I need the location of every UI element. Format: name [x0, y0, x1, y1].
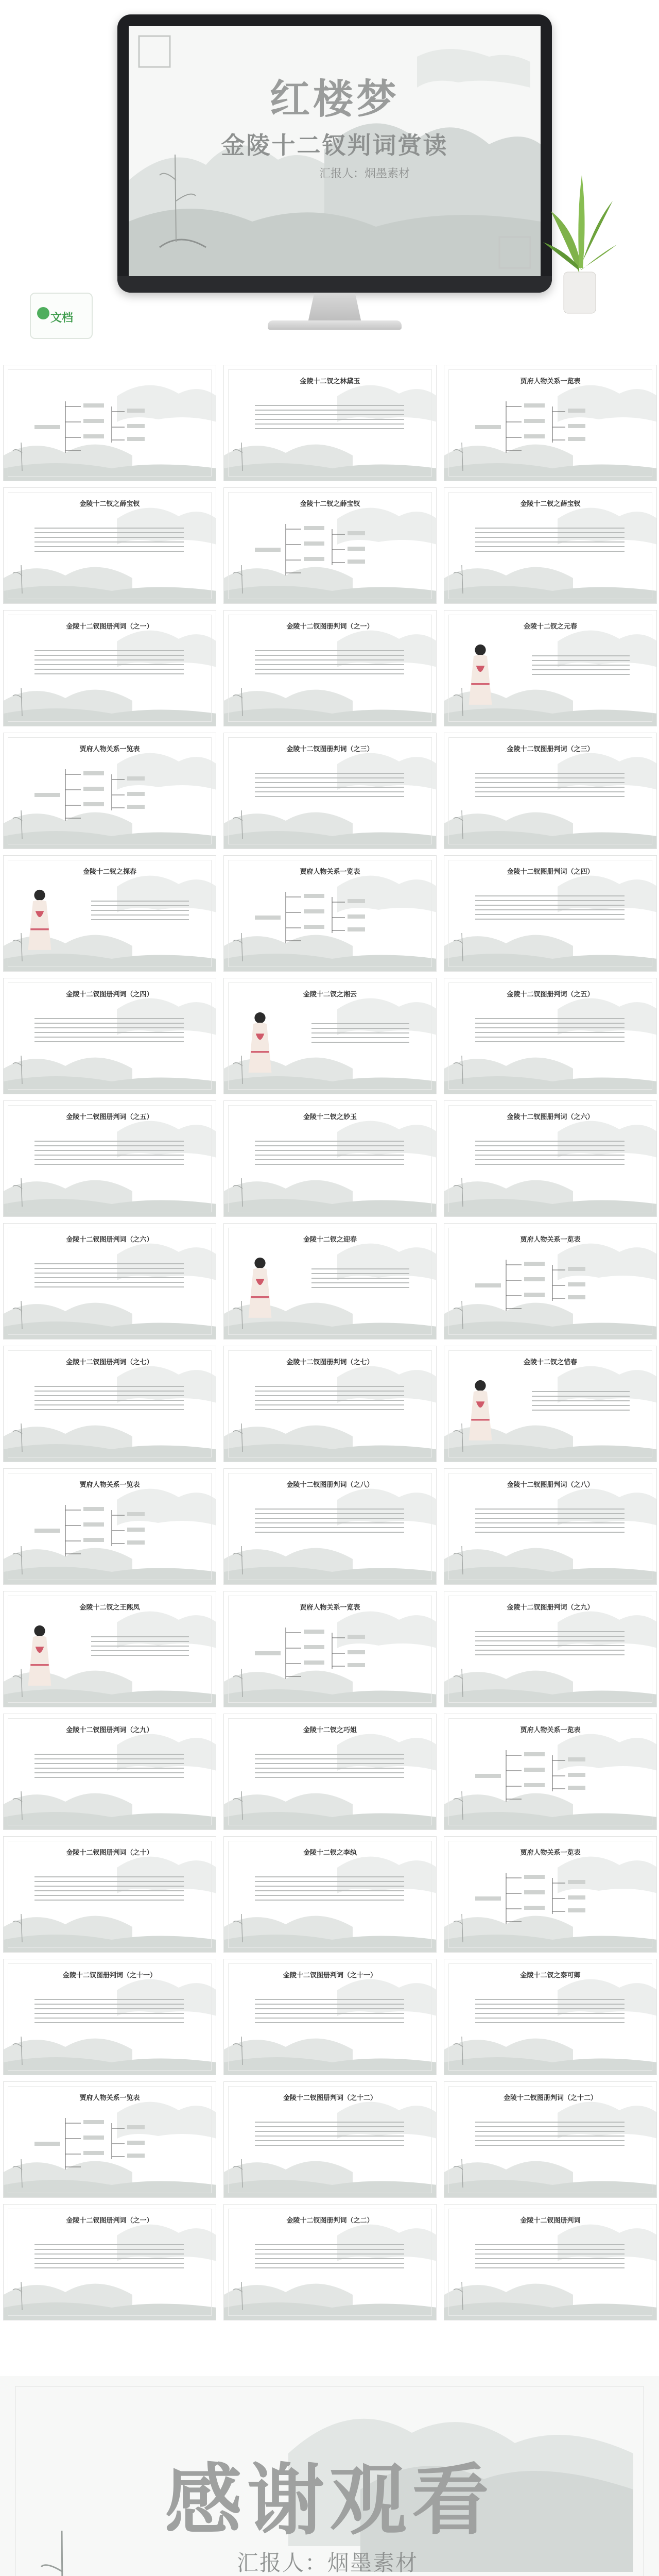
slide-title: 金陵十二钗图册判词（之十二） [503, 2094, 597, 2102]
relationship-tree-graphic [224, 1591, 437, 1707]
relationship-tree-graphic [224, 488, 437, 604]
monitor-mockup [117, 14, 552, 293]
slide-title: 贾府人物关系一览表 [520, 1726, 581, 1734]
slide-title: 金陵十二钗之薛宝钗 [79, 500, 140, 508]
slide-thumbnail[interactable] [3, 1836, 216, 1953]
slide-title: 金陵十二钗图册判词（之四） [66, 991, 153, 998]
slide-thumbnail[interactable] [3, 1468, 216, 1585]
slide-text-block [255, 1505, 404, 1536]
slide-thumbnail[interactable] [444, 365, 657, 481]
slide-thumbnail[interactable] [223, 1100, 437, 1217]
slide-text-block [311, 1020, 409, 1046]
slide-thumbnail[interactable] [223, 855, 437, 972]
slide-text-block [34, 1750, 184, 1782]
slide-text-block [475, 2241, 625, 2272]
slide-title: 金陵十二钗之薛宝钗 [300, 500, 360, 508]
slide-thumbnail[interactable] [444, 1100, 657, 1217]
slide-thumbnail[interactable] [223, 1959, 437, 2075]
relationship-tree-graphic [4, 365, 216, 481]
slide-title: 金陵十二钗图册判词（之七） [66, 1359, 153, 1366]
slide-text-block [34, 1382, 184, 1414]
slide-title: 金陵十二钗之探春 [82, 868, 136, 876]
hero-section [0, 0, 659, 361]
slide-thumbnail[interactable] [3, 2081, 216, 2198]
slide-title: 贾府人物关系一览表 [520, 1849, 581, 1857]
slide-text-block [255, 1995, 404, 2027]
slide-thumbnail[interactable] [3, 855, 216, 972]
slide-thumbnail[interactable] [444, 487, 657, 604]
slide-title: 金陵十二钗之薛宝钗 [520, 500, 581, 508]
slide-text-block [475, 769, 625, 801]
slide-title: 金陵十二钗图册判词（之三） [507, 745, 594, 753]
relationship-tree-graphic [444, 1714, 657, 1830]
slide-thumbnail[interactable] [223, 1468, 437, 1585]
slide-title: 金陵十二钗图册判词（之五） [66, 1113, 153, 1121]
slide-thumbnail[interactable] [444, 733, 657, 849]
lady-figure-icon [245, 1255, 275, 1321]
slide-title: 金陵十二钗图册判词（之九） [66, 1726, 153, 1734]
slide-title: 金陵十二钗之惜春 [523, 1359, 577, 1366]
slide-thumbnail[interactable] [3, 610, 216, 726]
slide-title: 金陵十二钗之林黛玉 [300, 378, 360, 385]
slide-thumbnail[interactable] [223, 733, 437, 849]
slide-thumbnail[interactable] [3, 1346, 216, 1462]
slide-thumbnail[interactable] [223, 1223, 437, 1340]
slide-thumbnail[interactable] [3, 1591, 216, 1707]
slide-text-block [255, 1137, 404, 1168]
slide-thumbnail[interactable] [223, 365, 437, 481]
slide-text-block [91, 1633, 189, 1659]
slide-thumbnail[interactable] [3, 487, 216, 604]
relationship-tree-graphic [4, 733, 216, 849]
lady-figure-icon [24, 887, 55, 954]
lady-figure-icon [24, 1622, 55, 1689]
slide-title: 金陵十二钗图册判词（之六） [66, 1236, 153, 1244]
slide-title: 金陵十二钗图册判词 [520, 2217, 581, 2225]
slide-title: 金陵十二钗之妙玉 [303, 1113, 357, 1121]
slide-thumbnail[interactable] [223, 487, 437, 604]
slide-text-block [34, 524, 184, 555]
slide-text-block [255, 2241, 404, 2272]
logo-text: 文档 [50, 312, 74, 325]
slide-text-block [34, 1873, 184, 1904]
slide-thumbnail[interactable] [444, 1836, 657, 1953]
monitor-chin [117, 276, 552, 293]
hero-title: 红楼梦 [269, 76, 400, 123]
slide-title: 贾府人物关系一览表 [520, 1236, 581, 1244]
slide-title: 金陵十二钗之王熙凤 [79, 1604, 140, 1612]
slide-title: 金陵十二钗图册判词（之三） [286, 745, 374, 753]
wenku-logo [30, 293, 93, 339]
slide-thumbnail[interactable] [444, 2081, 657, 2198]
relationship-tree-graphic [4, 1469, 216, 1585]
slide-thumbnail[interactable] [444, 1591, 657, 1707]
slide-title: 贾府人物关系一览表 [300, 1604, 360, 1612]
slide-thumbnail[interactable] [444, 978, 657, 1094]
slide-text-block [34, 1014, 184, 1046]
lady-figure-icon [465, 1377, 496, 1444]
slide-thumbnail[interactable] [223, 610, 437, 726]
relationship-tree-graphic [444, 365, 657, 481]
slide-title: 金陵十二钗图册判词（之八） [286, 1481, 374, 1489]
slide-thumbnail[interactable] [223, 1591, 437, 1707]
hero-reporter: 汇报人：烟墨素材 [319, 167, 410, 180]
slide-text-block [475, 1628, 625, 1659]
slide-thumbnail[interactable] [444, 855, 657, 972]
slide-title: 金陵十二钗之巧姐 [303, 1726, 357, 1734]
slide-text-block [532, 1387, 630, 1414]
slide-title: 金陵十二钗之元春 [523, 623, 577, 631]
slide-thumbnail[interactable] [223, 2204, 437, 2320]
slide-text-block [255, 1382, 404, 1414]
slide-text-block [475, 1995, 625, 2027]
outro-reporter: 汇报人：烟墨素材 [237, 2550, 419, 2575]
slide-title: 贾府人物关系一览表 [300, 868, 360, 876]
slide-thumbnail[interactable] [444, 2204, 657, 2320]
slide-text-block [34, 1137, 184, 1168]
outro-title: 感谢观看 [164, 2456, 494, 2546]
slide-text-block [255, 1750, 404, 1782]
monitor-base [268, 320, 402, 330]
slide-text-block [475, 892, 625, 923]
slide-text-block [34, 2241, 184, 2272]
slide-title: 金陵十二钗图册判词（之十一） [283, 1972, 377, 1979]
slide-title: 贾府人物关系一览表 [79, 2094, 140, 2102]
slide-text-block [255, 2118, 404, 2149]
slide-text-block [34, 1260, 184, 1291]
slide-title: 金陵十二钗图册判词（之二） [286, 2217, 374, 2225]
slide-text-block [255, 769, 404, 801]
slide-title: 金陵十二钗图册判词（之一） [66, 2217, 153, 2225]
hero-subtitle: 金陵十二钗判词赏读 [221, 131, 448, 159]
relationship-tree-graphic [444, 1224, 657, 1340]
slide-text-block [532, 652, 630, 679]
slide-title: 金陵十二钗图册判词（之一） [286, 623, 374, 631]
outro-section [0, 2376, 659, 2576]
slide-title: 金陵十二钗图册判词（之四） [507, 868, 594, 876]
slide-title: 贾府人物关系一览表 [79, 745, 140, 753]
slide-thumbnail[interactable] [444, 1468, 657, 1585]
slide-thumbnail[interactable] [444, 1346, 657, 1462]
slide-thumbnail[interactable] [444, 610, 657, 726]
slide-text-block [34, 647, 184, 678]
slide-thumbnail[interactable] [3, 1100, 216, 1217]
slide-title: 金陵十二钗之李纨 [303, 1849, 357, 1857]
slide-text-block [475, 1014, 625, 1046]
slide-text-block [475, 1505, 625, 1536]
slide-text-block [91, 897, 189, 924]
relationship-tree-graphic [444, 1837, 657, 1953]
slide-thumbnail[interactable] [223, 1346, 437, 1462]
slide-title: 金陵十二钗图册判词（之十） [66, 1849, 153, 1857]
slide-title: 金陵十二钗图册判词（之九） [507, 1604, 594, 1612]
slide-thumbnail[interactable] [3, 733, 216, 849]
lady-figure-icon [245, 1009, 275, 1076]
slide-thumbnail[interactable] [3, 1959, 216, 2075]
relationship-tree-graphic [4, 2082, 216, 2198]
slide-title: 金陵十二钗图册判词（之七） [286, 1359, 374, 1366]
slide-title: 贾府人物关系一览表 [520, 378, 581, 385]
monitor-stand [308, 293, 361, 323]
slide-text-block [255, 401, 404, 433]
slide-title: 贾府人物关系一览表 [79, 1481, 140, 1489]
slide-thumbnail[interactable] [3, 2204, 216, 2320]
slide-title: 金陵十二钗之秦可卿 [520, 1972, 581, 1979]
slide-title: 金陵十二钗图册判词（之五） [507, 991, 594, 998]
slide-text-block [475, 2118, 625, 2149]
title-slide-screen [129, 26, 541, 277]
slide-thumbnail[interactable] [223, 1714, 437, 1830]
relationship-tree-graphic [224, 856, 437, 972]
slide-thumbnail[interactable] [3, 365, 216, 481]
slide-thumbnail[interactable] [444, 1714, 657, 1830]
slide-thumbnail[interactable] [3, 978, 216, 1094]
leaf-icon [37, 307, 49, 319]
slide-thumbnail[interactable] [444, 1223, 657, 1340]
slide-text-block [475, 1137, 625, 1168]
slide-title: 金陵十二钗之湘云 [303, 991, 357, 998]
slide-title: 金陵十二钗图册判词（之一） [66, 623, 153, 631]
slide-thumbnail[interactable] [3, 1223, 216, 1340]
slide-title: 金陵十二钗图册判词（之六） [507, 1113, 594, 1121]
slide-text-block [475, 524, 625, 555]
slide-title: 金陵十二钗图册判词（之十二） [283, 2094, 377, 2102]
slide-text-block [255, 1873, 404, 1904]
lady-figure-icon [465, 641, 496, 708]
slide-thumbnail[interactable] [444, 1959, 657, 2075]
slide-title: 金陵十二钗图册判词（之八） [507, 1481, 594, 1489]
slide-text-block [255, 647, 404, 678]
slide-text-block [311, 1265, 409, 1292]
slide-title: 金陵十二钗之迎春 [303, 1236, 357, 1244]
slide-thumbnail[interactable] [223, 2081, 437, 2198]
slide-thumbnail[interactable] [223, 978, 437, 1094]
slide-title: 金陵十二钗图册判词（之十一） [62, 1972, 157, 1979]
slide-thumbnail[interactable] [3, 1714, 216, 1830]
slide-text-block [34, 1995, 184, 2027]
potted-plant-icon [541, 155, 618, 325]
slide-thumbnail[interactable] [223, 1836, 437, 1953]
